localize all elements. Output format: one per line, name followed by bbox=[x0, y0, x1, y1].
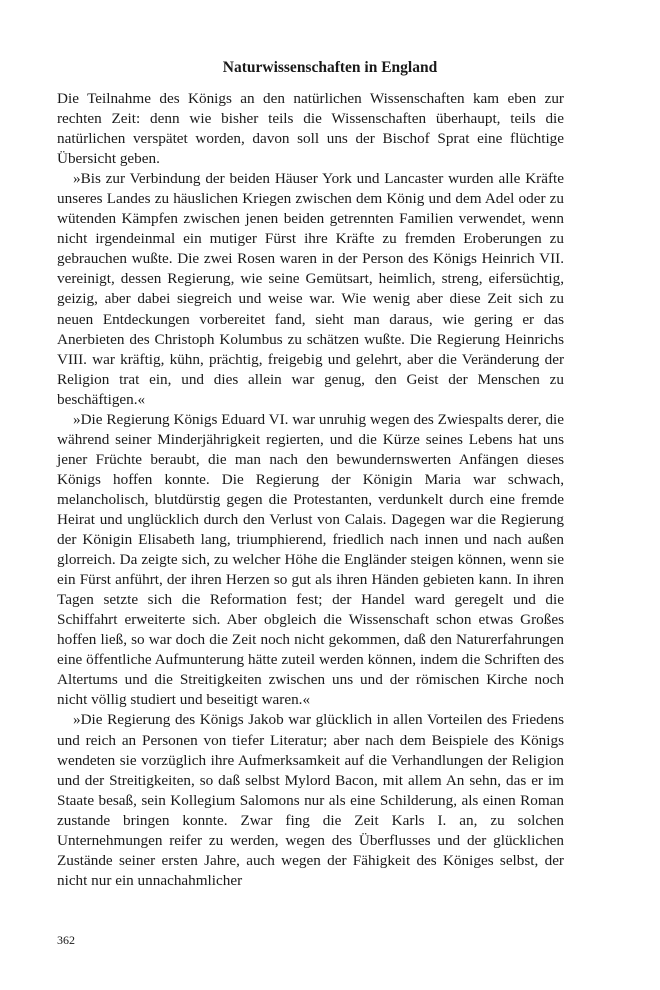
paragraph-quote-york-lancaster: »Bis zur Verbindung der beiden Häuser York und Lancaster wurden alle Kräfte unseres Landes zu häuslichen Kriegen zwischen dem König und dem Adel oder zu wütenden Kämpfen zwischen jenen beiden getrennten Familien verwendet, wenn nicht irgendeinmal ein mutiger Fürst ihre Kräfte zu fremden Eroberungen zu gebrauchen wußte. Die zwei Rosen waren in der Person des Königs Heinrich VII. vereinigt, dessen Regierung, wie seine Gemütsart, heimlich, streng, eifersüchtig, geizig, aber dabei siegreich und weise war. Wie wenig aber diese Zeit sich zu neuen Entdeckungen vorbereitet fand, sieht man daraus, wie gering er das Anerbieten des Christoph Kolumbus zu schätzen wußte. Die Regierung Heinrichs VIII. war kräftig, kühn, prächtig, freigebig und gelehrt, aber die Veränderung der Religion trat ein, und dies allein war genug, den Geist der Menschen zu beschäftigen.« bbox=[57, 170, 564, 408]
paragraph-quote-eduard-maria-elisabeth: »Die Regierung Königs Eduard VI. war unruhig wegen des Zwiespalts derer, die während seiner Minderjährigkeit regierten, und die Kürze seines Lebens hat uns jener Früchte beraubt, die man nach den bewundernswerten Anfängen dieses Königs hoffen konnte. Die Regierung der Königin Maria war schwach, melancholisch, blutdürstig gegen die Protestanten, verdunkelt durch eine fremde Heirat und unglücklich durch den Verlust von Calais. Dagegen war die Regierung der Königin Elisabeth lang, triumphierend, friedlich nach innen und nach außen glorreich. Da zeigte sich, zu welcher Höhe die Engländer steigen können, wenn sie ein Fürst anführt, der ihren Herzen so gut als ihren Händen gebieten kann. In ihren Tagen setzte sich die Reformation fest; der Handel ward geregelt und die Schiffahrt erweiterte sich. Aber obgleich die Wissenschaft schon etwas Großes hoffen ließ, so war doch die Zeit noch nicht gekommen, daß den Naturerfahrungen eine öffentliche Aufmunterung hätte zuteil werden können, indem die Schriften des Altertums und die Streitigkeiten zwischen uns und der römischen Kirche noch nicht völlig studiert und beseitigt waren.« bbox=[57, 410, 564, 709]
running-head: Naturwissenschaften in England bbox=[222, 59, 438, 76]
paragraph-intro: Die Teilnahme des Königs an den natürlichen Wissenschaften kam eben zur rechten Zeit: denn wie bisher teils die Wissenschaften überhaupt, teils die natürlichen verspätet worden, davon soll uns der Bischof Sprat eine flüchtige Übersicht geben. bbox=[57, 90, 564, 168]
page-number: 362 bbox=[57, 933, 75, 947]
body-text bbox=[57, 89, 564, 891]
paragraph-quote-jakob-karl: »Die Regierung des Königs Jakob war glücklich in allen Vorteilen des Friedens und reich an Personen von tiefer Literatur; aber nach dem Beispiele des Königs wendeten sie vorzüglich ihre Aufmerksamkeit auf die Verhandlungen der Religion und der Streitigkeiten, so daß selbst Mylord Bacon, mit allem An sehn, das er im Staate besaß, sein Kollegium Salomons nur als eine Schilderung, als einen Roman zustande bringen konnte. Zwar fing die Zeit Karls I. an, zu solchen Unternehmungen reifer zu werden, wegen des Überflusses und der glücklichen Zustände seiner ersten Jahre, auch wegen der Fähigkeit des Königes selbst, der nicht nur ein unnachahmlicher bbox=[57, 711, 564, 889]
